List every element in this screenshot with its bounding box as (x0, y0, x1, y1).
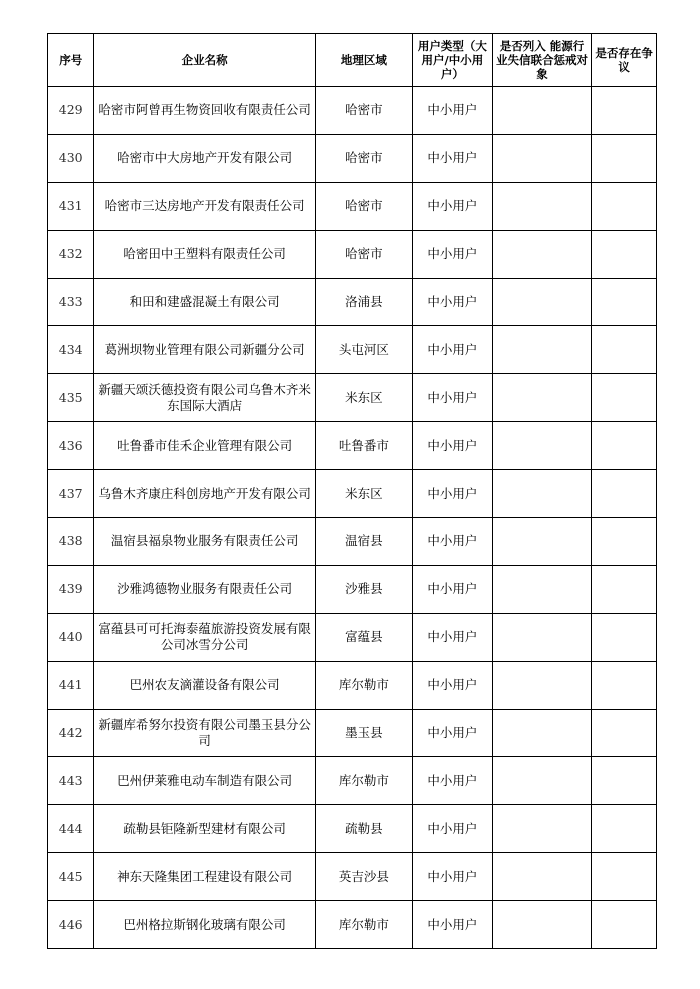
cell-disputed (592, 326, 657, 374)
cell-company: 新疆库希努尔投资有限公司墨玉县分公司 (94, 709, 315, 757)
cell-blacklist (492, 182, 591, 230)
cell-index: 442 (48, 709, 94, 757)
cell-region: 哈密市 (315, 182, 412, 230)
cell-region: 库尔勒市 (315, 901, 412, 949)
table-row (48, 278, 657, 326)
cell-region: 哈密市 (315, 134, 412, 182)
cell-region: 哈密市 (315, 230, 412, 278)
cell-index: 443 (48, 757, 94, 805)
cell-index: 434 (48, 326, 94, 374)
cell-index: 444 (48, 805, 94, 853)
cell-company: 温宿县福泉物业服务有限责任公司 (94, 518, 315, 566)
cell-index: 429 (48, 87, 94, 135)
cell-user-type: 中小用户 (412, 565, 492, 613)
table-row (48, 422, 657, 470)
table-row (48, 134, 657, 182)
table-row (48, 182, 657, 230)
cell-index: 436 (48, 422, 94, 470)
cell-company: 沙雅鸿德物业服务有限责任公司 (94, 565, 315, 613)
cell-user-type: 中小用户 (412, 422, 492, 470)
cell-company: 疏勒县钜隆新型建材有限公司 (94, 805, 315, 853)
cell-user-type: 中小用户 (412, 87, 492, 135)
table-row (48, 87, 657, 135)
cell-index: 441 (48, 661, 94, 709)
table-row (48, 757, 657, 805)
cell-company: 巴州伊莱雅电动车制造有限公司 (94, 757, 315, 805)
cell-disputed (592, 134, 657, 182)
table-row (48, 709, 657, 757)
table-row (48, 326, 657, 374)
cell-blacklist (492, 613, 591, 661)
cell-disputed (592, 805, 657, 853)
cell-user-type: 中小用户 (412, 709, 492, 757)
cell-company: 和田和建盛混凝土有限公司 (94, 278, 315, 326)
cell-disputed (592, 374, 657, 422)
header-user-type: 用户类型（大用户/中小用户） (412, 34, 492, 87)
cell-blacklist (492, 805, 591, 853)
cell-company: 巴州格拉斯钢化玻璃有限公司 (94, 901, 315, 949)
cell-user-type: 中小用户 (412, 470, 492, 518)
cell-disputed (592, 709, 657, 757)
cell-index: 430 (48, 134, 94, 182)
cell-company: 巴州农友滴灌设备有限公司 (94, 661, 315, 709)
cell-user-type: 中小用户 (412, 134, 492, 182)
cell-index: 439 (48, 565, 94, 613)
cell-disputed (592, 278, 657, 326)
table-row (48, 518, 657, 566)
cell-company: 哈密市中大房地产开发有限公司 (94, 134, 315, 182)
table-row (48, 565, 657, 613)
cell-user-type: 中小用户 (412, 853, 492, 901)
cell-blacklist (492, 661, 591, 709)
cell-region: 墨玉县 (315, 709, 412, 757)
cell-region: 库尔勒市 (315, 757, 412, 805)
cell-user-type: 中小用户 (412, 757, 492, 805)
cell-region: 温宿县 (315, 518, 412, 566)
cell-blacklist (492, 565, 591, 613)
cell-blacklist (492, 470, 591, 518)
cell-region: 头屯河区 (315, 326, 412, 374)
cell-disputed (592, 565, 657, 613)
cell-blacklist (492, 278, 591, 326)
cell-user-type: 中小用户 (412, 374, 492, 422)
cell-blacklist (492, 709, 591, 757)
cell-blacklist (492, 326, 591, 374)
cell-blacklist (492, 422, 591, 470)
cell-disputed (592, 901, 657, 949)
cell-index: 440 (48, 613, 94, 661)
cell-index: 435 (48, 374, 94, 422)
table-row (48, 805, 657, 853)
enterprise-table (47, 33, 657, 949)
table-row (48, 853, 657, 901)
cell-index: 446 (48, 901, 94, 949)
table-row (48, 230, 657, 278)
cell-company: 神东天隆集团工程建设有限公司 (94, 853, 315, 901)
cell-company: 哈密田中王塑料有限责任公司 (94, 230, 315, 278)
cell-company: 葛洲坝物业管理有限公司新疆分公司 (94, 326, 315, 374)
header-row (48, 34, 657, 87)
cell-index: 437 (48, 470, 94, 518)
cell-index: 433 (48, 278, 94, 326)
cell-disputed (592, 182, 657, 230)
cell-index: 432 (48, 230, 94, 278)
cell-company: 哈密市阿曾再生物资回收有限责任公司 (94, 87, 315, 135)
header-company: 企业名称 (94, 34, 315, 87)
cell-blacklist (492, 134, 591, 182)
cell-blacklist (492, 374, 591, 422)
header-blacklist: 是否列入 能源行业失信联合惩戒对象 (492, 34, 591, 87)
cell-region: 哈密市 (315, 87, 412, 135)
cell-blacklist (492, 757, 591, 805)
table-body (48, 87, 657, 949)
cell-company: 富蕴县可可托海泰蕴旅游投资发展有限公司冰雪分公司 (94, 613, 315, 661)
cell-user-type: 中小用户 (412, 182, 492, 230)
cell-blacklist (492, 518, 591, 566)
cell-disputed (592, 422, 657, 470)
table-row (48, 374, 657, 422)
cell-disputed (592, 661, 657, 709)
cell-index: 431 (48, 182, 94, 230)
cell-company: 吐鲁番市佳禾企业管理有限公司 (94, 422, 315, 470)
cell-user-type: 中小用户 (412, 901, 492, 949)
cell-disputed (592, 613, 657, 661)
cell-region: 沙雅县 (315, 565, 412, 613)
cell-company: 乌鲁木齐康庄科创房地产开发有限公司 (94, 470, 315, 518)
cell-region: 吐鲁番市 (315, 422, 412, 470)
table-row (48, 901, 657, 949)
cell-index: 445 (48, 853, 94, 901)
cell-disputed (592, 230, 657, 278)
cell-region: 洛浦县 (315, 278, 412, 326)
cell-disputed (592, 757, 657, 805)
cell-user-type: 中小用户 (412, 613, 492, 661)
cell-region: 库尔勒市 (315, 661, 412, 709)
table-row (48, 470, 657, 518)
header-region: 地理区域 (315, 34, 412, 87)
cell-user-type: 中小用户 (412, 661, 492, 709)
table-row (48, 613, 657, 661)
cell-disputed (592, 470, 657, 518)
cell-user-type: 中小用户 (412, 278, 492, 326)
cell-blacklist (492, 853, 591, 901)
cell-company: 哈密市三达房地产开发有限责任公司 (94, 182, 315, 230)
cell-region: 米东区 (315, 470, 412, 518)
cell-user-type: 中小用户 (412, 518, 492, 566)
cell-user-type: 中小用户 (412, 326, 492, 374)
cell-disputed (592, 518, 657, 566)
cell-region: 富蕴县 (315, 613, 412, 661)
cell-region: 英吉沙县 (315, 853, 412, 901)
cell-blacklist (492, 901, 591, 949)
cell-blacklist (492, 87, 591, 135)
cell-region: 米东区 (315, 374, 412, 422)
cell-user-type: 中小用户 (412, 230, 492, 278)
header-index: 序号 (48, 34, 94, 87)
cell-user-type: 中小用户 (412, 805, 492, 853)
header-disputed: 是否存在争议 (592, 34, 657, 87)
cell-region: 疏勒县 (315, 805, 412, 853)
cell-company: 新疆天颂沃德投资有限公司乌鲁木齐米东国际大酒店 (94, 374, 315, 422)
cell-disputed (592, 853, 657, 901)
table-row (48, 661, 657, 709)
cell-index: 438 (48, 518, 94, 566)
cell-disputed (592, 87, 657, 135)
cell-blacklist (492, 230, 591, 278)
